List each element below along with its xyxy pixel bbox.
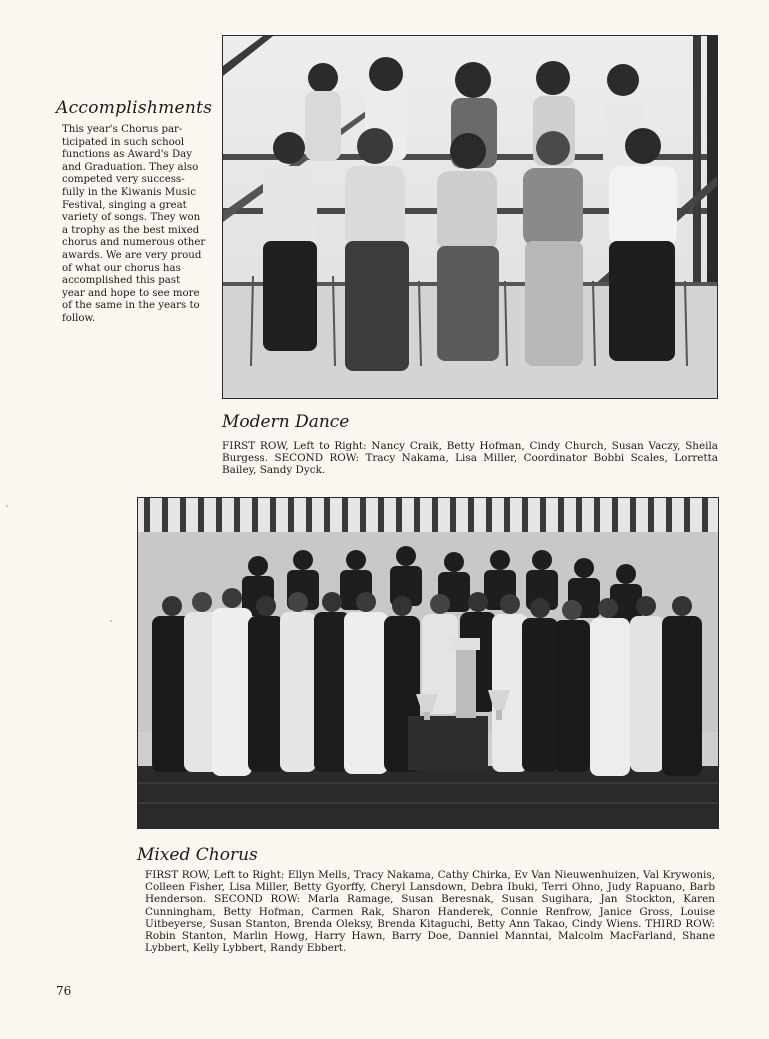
paper-speck: [110, 620, 112, 622]
text-line: a trophy as the best mixed: [62, 224, 200, 236]
text-line: and Graduation. They also: [62, 161, 199, 173]
text-line: awards. We are very proud: [62, 249, 202, 261]
page-number: 76: [56, 984, 72, 998]
accomplishments-heading: Accomplishments: [56, 98, 213, 118]
text-line: of the same in the years to: [62, 300, 200, 312]
text-line: of what our chorus has: [62, 262, 181, 274]
text-line: This year's Chorus par-: [62, 124, 183, 135]
mixed-chorus-title: Mixed Chorus: [137, 845, 258, 865]
accomplishments-text: [56, 124, 216, 326]
text-line: year and hope to see more: [62, 287, 200, 299]
modern-dance-photo: [222, 35, 718, 399]
text-line: chorus and numerous other: [62, 237, 206, 249]
mixed-chorus-photo-illustration: [138, 498, 718, 828]
paper-speck: [6, 505, 8, 507]
mixed-chorus-caption: FIRST ROW, Left to Right: Ellyn Mells, Tracy Nakama, Cathy Chirka, Ev Van Nieuwenhuizen, Val Krywonis, Colleen Fisher, Lisa Miller, Betty Gyorffy, Cheryl Lansdown, Debra Ibuki, Terri Ohno, Judy Rapuano, Barb Henderson. SECOND ROW: Marla Ramage, Susan Beresnak, Susan Sugihara, Jan Stockton, Karen Cunningham, Betty Hofman, Carmen Rak, Sharon Handerek, Connie Renfrow, Janice Gross, Louise Uitbeyerse, Susan Stanton, Brenda Oleksy, Brenda Kitaguchi, Betty Ann Takao, Cindy Wiens. THIRD ROW: Robin Stanton, Marlin Howg, Harry Hawn, Barry Doe, Danniel Manntai, Malcolm MacFarland, Shane Lybbert, Kelly Lybbert, Randy Ebbert.: [145, 869, 715, 955]
text-line: Festival, singing a great: [62, 199, 187, 211]
text-line: functions as Award's Day: [62, 149, 192, 161]
mixed-chorus-photo: [137, 497, 719, 829]
text-line: variety of songs. They won: [62, 212, 201, 224]
modern-dance-caption: FIRST ROW, Left to Right: Nancy Craik, Betty Hofman, Cindy Church, Susan Vaczy, Sheila Burgess. SECOND ROW: Tracy Nakama, Lisa Miller, Coordinator Bobbi Scales, Lorretta Bailey, Sandy Dyck.: [222, 440, 718, 477]
modern-dance-title: Modern Dance: [222, 412, 350, 432]
text-line: accomplished this past: [62, 275, 181, 287]
text-line: ticipated in such school: [62, 136, 185, 148]
text-line: follow.: [62, 312, 96, 324]
text-line: competed very success-: [62, 174, 185, 186]
modern-dance-photo-illustration: [223, 36, 717, 398]
text-line: fully in the Kiwanis Music: [62, 186, 196, 198]
